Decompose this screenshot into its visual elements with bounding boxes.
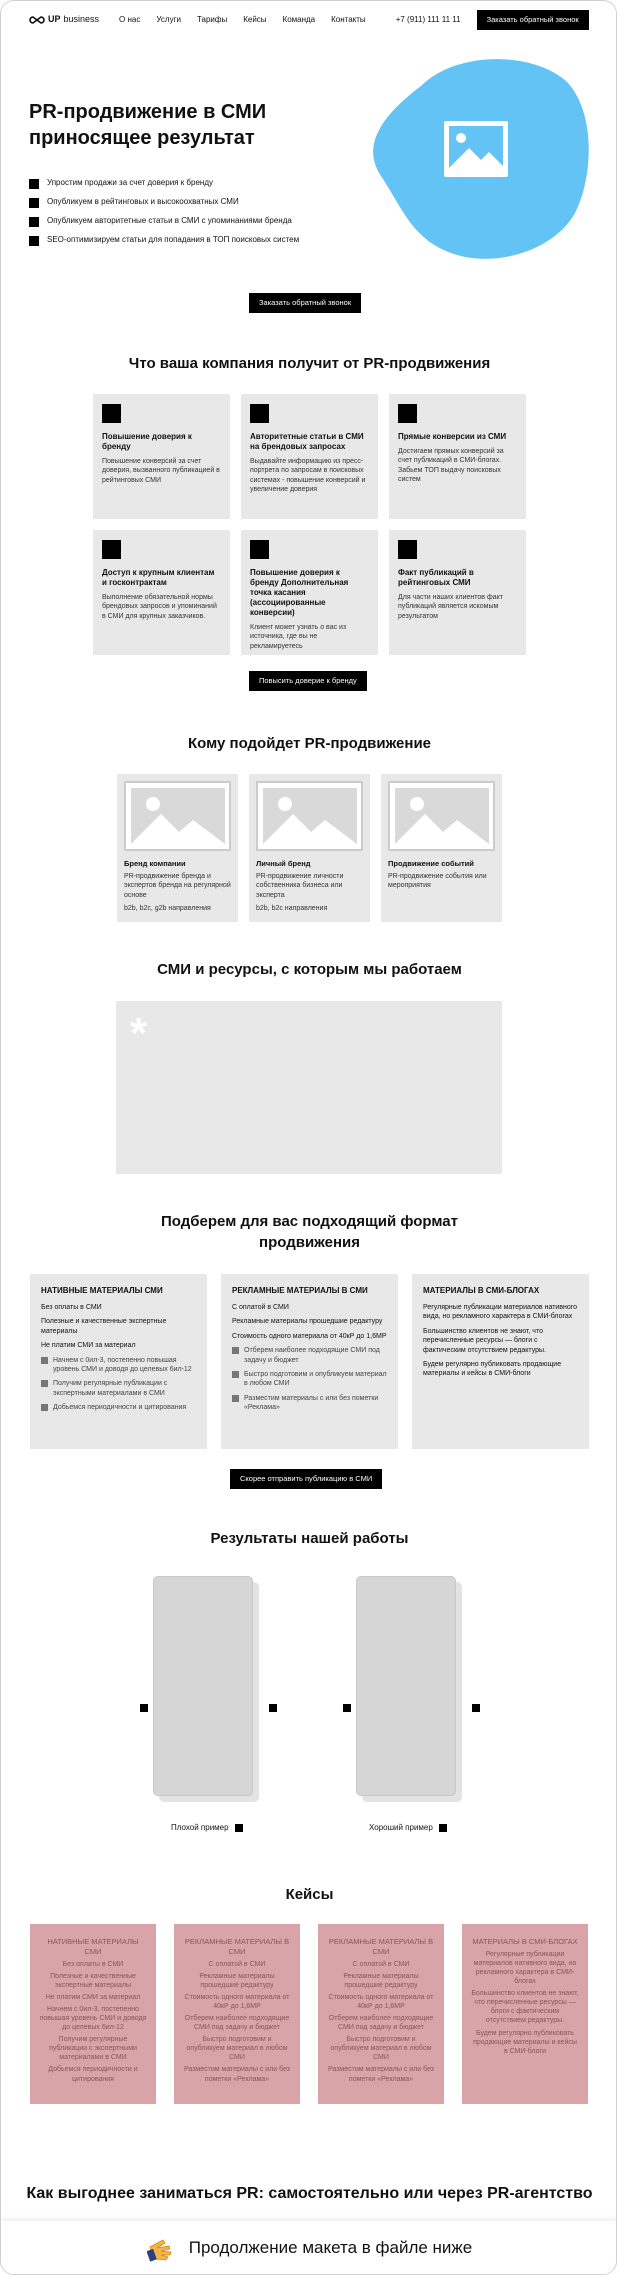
case-card-text: Рекламные материалы прошедшие редактуру [343,1972,419,1989]
pr-comparison-title: Как выгоднее заниматься PR: самостоятельно или через PR-агентство [26,2185,593,2202]
hero-bullet [29,174,349,193]
bad-example-text: Плохой пример [171,1823,229,1832]
case-card-text: Стоимость одного материала от 40кР до 1,6МР [328,1993,434,2010]
format-bullet [232,1370,387,1389]
case-card-text: Не платим СМИ за материал [45,1993,141,2001]
format-card-line: Рекламные материалы прошедшие редактуру [232,1318,383,1326]
benefit-card-text: Достигаем прямых конверсий за счет публикаций в СМИ-блогах. Забьем ТОП выдачу поисковых систем [398,448,504,484]
header-callback-button[interactable]: Заказать обратный звонок [477,10,589,30]
bullet-square-icon [29,179,39,189]
nav-item-cases[interactable]: Кейсы [243,14,267,24]
format-bullet-text: Разместим материалы с или без пометки «Реклама» [244,1394,379,1412]
square-icon [439,1824,447,1832]
good-example-text: Хороший пример [369,1823,433,1832]
square-icon [235,1824,243,1832]
bullet-square-icon [29,198,39,208]
case-card-text: Рекламные материалы прошедшие редактуру [199,1972,275,1989]
case-card-text: Быстро подготовим и опубликуем материал в любом СМИ [186,2036,288,2062]
case-card-title: РЕКЛАМНЫЕ МАТЕРИАЛЫ В СМИ [184,1937,290,1956]
format-bullet-text: Начнем с 0ил-3, постепенно повышая уровень СМИ и доводя до целевых 6ил-12 [53,1356,192,1373]
benefit-square-icon [250,404,269,423]
benefit-square-icon [398,540,417,559]
image-placeholder [256,781,363,851]
format-bullet [41,1403,196,1412]
benefits-title: Что ваша компания получит от PR-продвижения [128,355,491,372]
format-bullet [41,1379,196,1398]
site-header [1,1,617,39]
hero-bullet [29,212,349,231]
logo-text-light: business [63,14,100,25]
case-card[interactable] [318,1924,444,2104]
case-card-text: Полезные и качественные экспертные материалы [50,1972,136,1989]
bullet-square-icon [232,1347,239,1354]
logo-text-bold: UP [48,14,61,25]
format-card-line: Полезные и качественные экспертные материалы [41,1318,167,1335]
format-card [412,1274,589,1449]
case-card-text: Будем регулярно публиковать продающие материалы и кейсы в СМИ-блоги [473,2029,577,2055]
audience-cards [117,774,502,922]
audience-card-title: Бренд компании [124,859,186,868]
audience-card-text: PR-продвижение бренда и экспертов бренда на регулярной основе [124,872,231,899]
header-phone[interactable]: +7 (911) 111 11 11 [395,14,461,24]
format-card [221,1274,398,1449]
nav-item-team[interactable]: Команда [282,14,316,24]
case-card-text: С оплатой в СМИ [352,1960,410,1968]
audience-card-text: PR-продвижение события или мероприятия [388,872,487,890]
benefit-card [241,530,378,655]
image-placeholder [124,781,231,851]
image-placeholder [388,781,495,851]
media-title: СМИ и ресурсы, с которым мы работаем [157,961,462,978]
bullet-square-icon [232,1395,239,1402]
case-cards [30,1924,588,2104]
benefit-square-icon [250,540,269,559]
bullet-square-icon [29,217,39,227]
benefit-card-text: Для части наших клиентов факт публикаций является искомым результатом [398,594,503,620]
carousel-prev-icon[interactable] [140,1704,148,1712]
audience-card [117,774,238,922]
case-card-text: Отберем наиболее подходящие СМИ под задачу и бюджет [184,2014,290,2032]
audience-card [381,774,502,922]
format-bullet [41,1356,196,1375]
format-cards [30,1274,589,1449]
case-card-text: Большинство клиентов не знают, что перечисленные ресурсы — блоги с фактическим отсутствием редактуры. [471,1990,579,2025]
benefit-square-icon [102,540,121,559]
results-title: Результаты нашей работы [210,1530,409,1547]
asterisk-icon: * [130,1009,148,1058]
nav-item-pricing[interactable]: Тарифы [196,14,228,24]
case-card-text: Разместим материалы с или без пометки «Реклама» [327,2066,435,2083]
benefit-card-text: Выдавайте информацию из пресс-портрета по запросам в поисковых системах - повышение конверсий и увеличение доверия [250,458,366,494]
bullet-square-icon [41,1404,48,1411]
audience-title: Кому подойдет PR-продвижение [187,735,432,752]
format-card-line: Будем регулярно публиковать продающие материалы и кейсы в СМИ-блоги [423,1360,562,1378]
format-bullet-text: Добьемся периодичности и цитирования [53,1404,187,1412]
mockup-screen [153,1576,253,1796]
case-card-title: РЕКЛАМНЫЕ МАТЕРИАЛЫ В СМИ [328,1937,434,1956]
benefit-card-title: Доступ к крупным клиентам и госконтрактам [102,568,215,587]
audience-card-title: Личный бренд [256,859,311,868]
audience-card-title: Продвижение событий [388,859,474,868]
format-card [30,1274,207,1449]
benefit-card [241,394,378,519]
case-card-text: Разместим материалы с или без пометки «Реклама» [183,2066,291,2083]
audience-card-tag: b2b, b2c, g2b направления [124,905,211,913]
mockup-screen [356,1576,456,1796]
image-placeholder-icon [395,788,489,844]
bullet-square-icon [29,236,39,246]
benefit-card-title: Факт публикаций в рейтинговых СМИ [398,568,474,587]
benefit-square-icon [398,404,417,423]
case-card-text: Отберем наиболее подходящие СМИ под задачу и бюджет [328,2014,434,2032]
case-card-text: Начнем с 0ил-3, постепенно повышая уровень СМИ и доводя до целевых 6ил-12 [39,2005,147,2032]
format-card-line: Не платим СМИ за материал [41,1342,136,1350]
image-placeholder-icon [444,121,508,177]
format-bullet [232,1394,387,1413]
hero-bullet-text: Опубликуем в рейтинговых и высокоохватных СМИ [47,197,239,207]
benefit-card-title: Повышение доверия к бренду Дополнительная точка касания (ассоциированные конверсии) [250,568,349,617]
format-card-title: МАТЕРИАЛЫ В СМИ-БЛОГАХ [423,1286,540,1295]
hero-bullet [29,231,349,250]
audience-card [249,774,370,922]
format-card-line: Стоимость одного материала от 40кР до 1,6МР [232,1332,387,1340]
good-example-label [369,1823,447,1833]
carousel-next-icon[interactable] [472,1704,480,1712]
format-card-bullets [41,1356,196,1413]
bad-example-label [171,1823,243,1833]
case-card[interactable] [174,1924,300,2104]
audience-card-text: PR-продвижение личности собственника бизнеса или эксперта [256,872,344,899]
case-card-text: Регулярные публикации материалов нативного вида, но рекламного характера в СМИ-блогах [473,1950,577,1986]
hero-image-blob [361,56,591,266]
nav-item-about[interactable]: О нас [119,14,141,24]
benefit-card-text: Клиент может узнать о вас из источника, где вы не рекламируетесь [250,624,347,650]
format-card-title: НАТИВНЫЕ МАТЕРИАЛЫ СМИ [41,1286,163,1295]
benefit-card-text: Выполнение обязательной нормы брендовых запросов и упоминаний в СМИ для крупных заказчиков. [102,594,217,620]
benefit-card [389,394,526,519]
carousel-next-icon[interactable] [269,1704,277,1712]
format-bullet-text: Отберем наиболее подходящие СМИ под задачу и бюджет [244,1347,380,1364]
continuation-text: Продолжение макета в файле ниже [188,2238,473,2258]
case-card[interactable] [462,1924,588,2104]
case-card-text: Получим регулярные публикации с экспертными материалами в СМИ [49,2036,137,2062]
audience-card-tag: b2b, b2c направления [256,905,328,913]
nav-item-contacts[interactable]: Контакты [331,14,366,24]
format-card-line: Большинство клиентов не знают, что перечисленные ресурсы — блоги с фактическим отсутствием редактуры. [423,1327,546,1354]
bullet-square-icon [232,1371,239,1378]
case-card[interactable] [30,1924,156,2104]
format-bullet [232,1346,387,1365]
format-card-title: РЕКЛАМНЫЕ МАТЕРИАЛЫ В СМИ [232,1286,368,1295]
bullet-square-icon [41,1357,48,1364]
format-bullet-text: Быстро подготовим и опубликуем материал в любом СМИ [244,1370,387,1388]
logo-icon [29,15,45,25]
benefits-cta-button[interactable]: Повысить доверие к бренду [249,671,367,691]
nav-item-services[interactable]: Услуги [156,14,181,24]
media-logos-placeholder [116,1001,502,1174]
cases-title: Кейсы [285,1886,334,1903]
benefit-square-icon [102,404,121,423]
hero-bullet-text: Упростим продажи за счет доверия к бренду [47,178,213,188]
case-card-text: Добьемся периодичности и цитирования [48,2066,138,2083]
format-card-line: С оплатой в СМИ [232,1303,289,1311]
benefit-card-title: Прямые конверсии из СМИ [398,432,507,441]
format-card-bullets [232,1346,387,1413]
case-card-title: НАТИВНЫЕ МАТЕРИАЛЫ СМИ [47,1937,139,1956]
benefit-card [93,394,230,519]
formats-cta-button[interactable]: Скорее отправить публикацию в СМИ [230,1469,382,1489]
good-example-mockup [356,1576,456,1796]
hero-bullet-text: SEO-оптимизируем статьи для попадания в ТОП поисковых систем [47,235,300,245]
benefit-card-text: Повышение конверсий за счет доверия, вызванного публикацией в рейтинговых СМИ [102,458,220,484]
case-card-text: Без оплаты в СМИ [62,1960,124,1968]
case-card-text: Стоимость одного материала от 40кР до 1,6МР [184,1993,290,2010]
hero-bullet [29,193,349,212]
benefits-grid [93,394,526,655]
formats-title: Подберем для вас подходящий формат продвижения [161,1213,458,1251]
main-nav [119,15,366,25]
hero-bullets [29,174,349,250]
hero-callback-button[interactable]: Заказать обратный звонок [249,293,361,313]
format-card-line: Регулярные публикации материалов нативного вида, но рекламного характера в СМИ-блогах [423,1303,578,1321]
continuation-banner [1,2221,617,2275]
pointing-hand-icon [147,2235,175,2263]
benefit-card-title: Авторитетные статьи в СМИ на брендовых запросах [250,432,364,451]
image-placeholder-icon [131,788,225,844]
benefit-card [389,530,526,655]
hero-title: PR-продвижение в СМИ приносящее результат [29,101,267,149]
case-card-text: С оплатой в СМИ [208,1960,266,1968]
bullet-square-icon [41,1380,48,1387]
logo[interactable] [29,14,99,26]
format-bullet-text: Получим регулярные публикации с экспертными материалами в СМИ [53,1380,168,1397]
format-card-line: Без оплаты в СМИ [41,1303,102,1311]
benefit-card [93,530,230,655]
carousel-prev-icon[interactable] [343,1704,351,1712]
case-card-title: МАТЕРИАЛЫ В СМИ-БЛОГАХ [472,1937,578,1946]
hero-bullet-text: Опубликуем авторитетные статьи в СМИ с упоминаниями бренда [47,216,292,226]
image-placeholder-icon [263,788,357,844]
case-card-text: Быстро подготовим и опубликуем материал в любом СМИ [330,2036,432,2062]
benefit-card-title: Повышение доверия к бренду [102,432,192,451]
bad-example-mockup [153,1576,253,1796]
